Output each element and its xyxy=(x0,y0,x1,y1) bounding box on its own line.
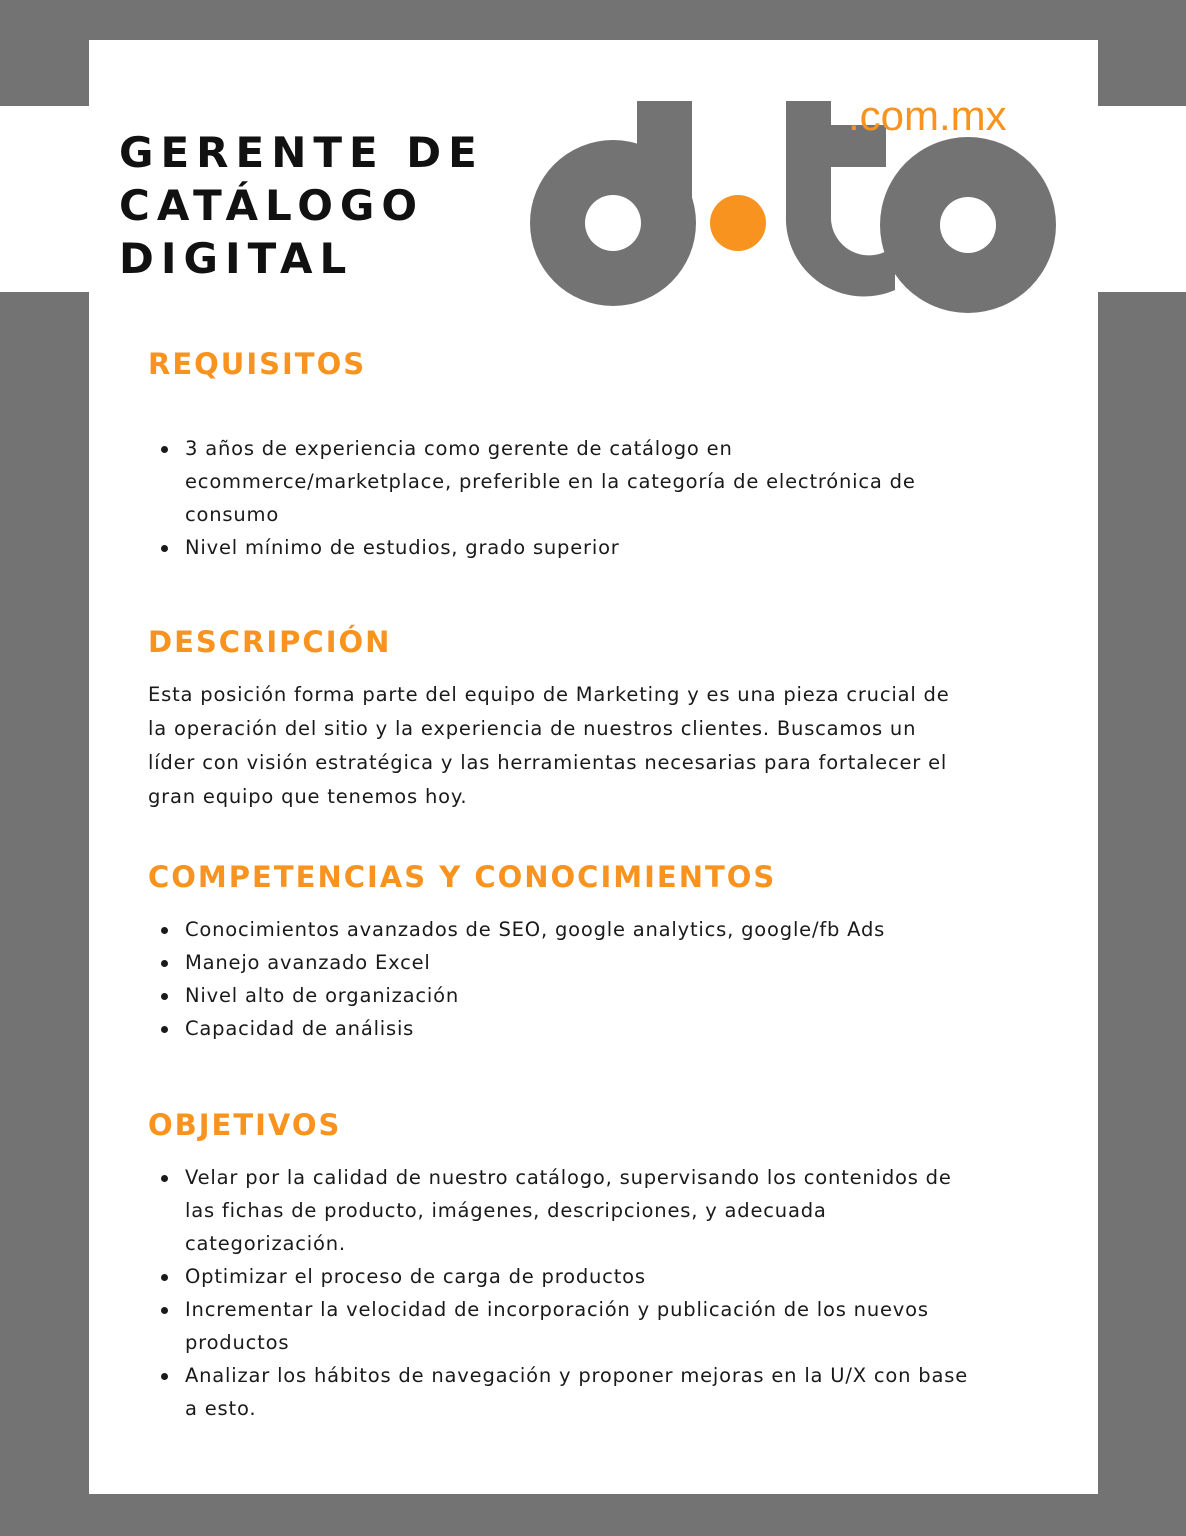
list-item: Optimizar el proceso de carga de productos xyxy=(148,1260,968,1293)
logo-dot xyxy=(710,195,766,251)
requisitos-heading: REQUISITOS xyxy=(148,347,367,381)
list-item: Manejo avanzado Excel xyxy=(148,946,968,979)
descripcion-heading: DESCRIPCIÓN xyxy=(148,625,392,659)
doto-logo xyxy=(520,85,1065,315)
competencias-heading: COMPETENCIAS Y CONOCIMIENTOS xyxy=(148,860,777,894)
job-title-line: CATÁLOGO xyxy=(119,181,425,230)
requisitos-list xyxy=(148,432,968,564)
logo-letter-d xyxy=(530,101,696,306)
list-item: Incrementar la velocidad de incorporación y publicación de los nuevos productos xyxy=(148,1293,968,1359)
objetivos-list xyxy=(148,1161,968,1425)
list-item: Capacidad de análisis xyxy=(148,1012,968,1045)
job-title-line: GERENTE DE xyxy=(119,128,484,177)
list-item: Nivel mínimo de estudios, grado superior xyxy=(148,531,968,564)
list-item: Velar por la calidad de nuestro catálogo, supervisando los contenidos de las fichas de producto, imágenes, descripciones, y adecuada categorización. xyxy=(148,1161,968,1260)
list-item: Conocimientos avanzados de SEO, google analytics, google/fb Ads xyxy=(148,913,968,946)
logo-domain-text: .com.mx xyxy=(848,92,1007,139)
job-title xyxy=(119,126,484,285)
job-title-line: DIGITAL xyxy=(119,234,354,283)
list-item: 3 años de experiencia como gerente de catálogo en ecommerce/marketplace, preferible en la categoría de electrónica de consumo xyxy=(148,432,968,531)
list-item: Analizar los hábitos de navegación y proponer mejoras en la U/X con base a esto. xyxy=(148,1359,968,1425)
logo-letter-o xyxy=(880,137,1056,313)
objetivos-heading: OBJETIVOS xyxy=(148,1108,342,1142)
competencias-list xyxy=(148,913,968,1045)
descripcion-text: Esta posición forma parte del equipo de Marketing y es una pieza crucial de la operación del sitio y la experiencia de nuestros clientes. Buscamos un líder con visión estratégica y las herramientas necesarias para fortalecer el gran equipo que tenemos hoy. xyxy=(148,683,950,808)
list-item: Nivel alto de organización xyxy=(148,979,968,1012)
